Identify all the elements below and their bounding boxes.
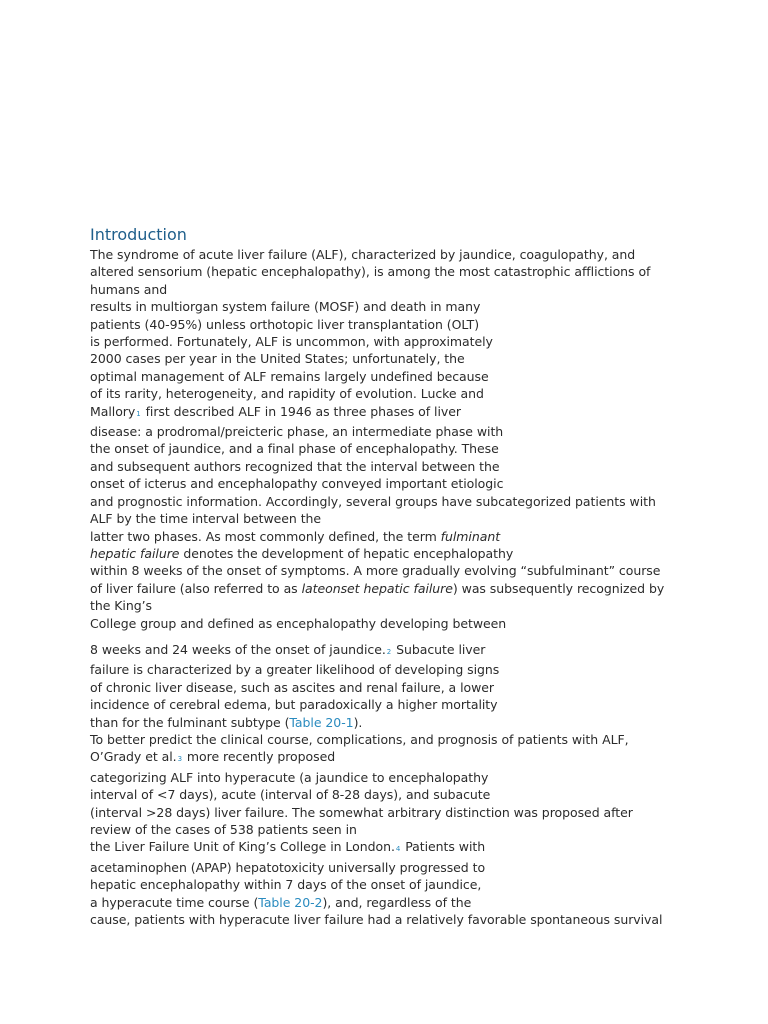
text-line: and prognostic information. Accordingly, several groups have subcategorized patients with bbox=[90, 493, 656, 509]
italic-term: lateonset hepatic failure bbox=[301, 580, 453, 596]
text-fragment: denotes the development of hepatic encephalopathy bbox=[179, 545, 514, 561]
text-line: (interval >28 days) liver failure. The somewhat arbitrary distinction was proposed after bbox=[90, 804, 633, 820]
text-line: incidence of cerebral edema, but paradoxically a higher mortality bbox=[90, 697, 498, 713]
text-line: humans and bbox=[90, 281, 168, 297]
text-line: onset of icterus and encephalopathy conveyed important etiologic bbox=[90, 476, 504, 492]
text-fragment: O’Grady et al. bbox=[90, 749, 177, 765]
text-line: patients (40-95%) unless orthotopic liver transplantation (OLT) bbox=[90, 316, 480, 332]
reference-link-1[interactable]: 1 bbox=[136, 409, 141, 418]
text-fragment: 8 weeks and 24 weeks of the onset of jaundice. bbox=[90, 641, 386, 657]
paragraph bbox=[90, 246, 690, 632]
text-line: failure is characterized by a greater likelihood of developing signs bbox=[90, 662, 500, 678]
text-line: To better predict the clinical course, complications, and prognosis of patients with ALF, bbox=[90, 731, 629, 747]
text-line: 2000 cases per year in the United States; unfortunately, the bbox=[90, 351, 465, 367]
text-fragment: ), and, regardless of the bbox=[322, 894, 472, 910]
table-20-2-link[interactable]: Table 20-2 bbox=[258, 894, 323, 910]
paragraph bbox=[90, 641, 690, 929]
text-line bbox=[90, 894, 690, 911]
text-fragment: a hyperacute time course ( bbox=[90, 894, 259, 910]
text-line: and subsequent authors recognized that the interval between the bbox=[90, 458, 500, 474]
text-line: altered sensorium (hepatic encephalopathy), is among the most catastrophic afflictions of bbox=[90, 264, 651, 280]
text-line: results in multiorgan system failure (MOSF) and death in many bbox=[90, 299, 481, 315]
text-line: of chronic liver disease, such as ascites and renal failure, a lower bbox=[90, 679, 494, 695]
table-20-1-link[interactable]: Table 20-1 bbox=[289, 714, 354, 730]
text-fragment: more recently proposed bbox=[182, 749, 336, 765]
text-fragment: ). bbox=[353, 714, 363, 730]
reference-link-3[interactable]: 3 bbox=[177, 755, 182, 764]
text-line bbox=[90, 403, 690, 423]
text-fragment: latter two phases. As most commonly defined, the term bbox=[90, 528, 441, 544]
reference-link-2[interactable]: 2 bbox=[386, 647, 392, 656]
text-line: interval of <7 days), acute (interval of 8-28 days), and subacute bbox=[90, 787, 491, 803]
text-fragment: first described ALF in 1946 as three phases of liver bbox=[141, 403, 461, 419]
text-fragment: than for the fulminant subtype ( bbox=[90, 714, 290, 730]
text-line: the King’s bbox=[90, 598, 153, 614]
text-line bbox=[90, 838, 690, 858]
text-line: disease: a prodromal/preicteric phase, an intermediate phase with bbox=[90, 424, 504, 440]
italic-term: fulminant bbox=[440, 528, 501, 544]
text-line bbox=[90, 545, 690, 562]
text-fragment: Mallory bbox=[90, 403, 136, 419]
text-line bbox=[90, 528, 690, 545]
text-line: is performed. Fortunately, ALF is uncommon, with approximately bbox=[90, 334, 493, 350]
text-line: categorizing ALF into hyperacute (a jaundice to encephalopathy bbox=[90, 769, 489, 785]
text-line: the onset of jaundice, and a final phase of encephalopathy. These bbox=[90, 441, 499, 457]
text-line bbox=[90, 748, 690, 768]
text-fragment: ) was subsequently recognized by bbox=[452, 580, 665, 596]
text-line: acetaminophen (APAP) hepatotoxicity universally progressed to bbox=[90, 859, 486, 875]
text-line: cause, patients with hyperacute liver failure had a relatively favorable spontaneous survival bbox=[90, 912, 663, 928]
text-line: hepatic encephalopathy within 7 days of the onset of jaundice, bbox=[90, 877, 482, 893]
article-body bbox=[90, 224, 690, 928]
text-fragment: Patients with bbox=[401, 839, 486, 855]
text-line: ALF by the time interval between the bbox=[90, 511, 322, 527]
paragraph-gap bbox=[90, 632, 690, 641]
text-fragment: of liver failure (also referred to as bbox=[90, 580, 302, 596]
text-line: The syndrome of acute liver failure (ALF), characterized by jaundice, coagulopathy, and bbox=[90, 247, 636, 262]
text-fragment: the Liver Failure Unit of King’s College in London. bbox=[90, 839, 395, 855]
text-line: review of the cases of 538 patients seen in bbox=[90, 822, 357, 837]
italic-term: hepatic failure bbox=[90, 545, 180, 561]
text-line bbox=[90, 580, 690, 597]
section-heading: Introduction bbox=[90, 225, 187, 244]
reference-link-4[interactable]: 4 bbox=[395, 845, 401, 854]
text-line: optimal management of ALF remains largely undefined because bbox=[90, 368, 489, 384]
text-line: College group and defined as encephalopathy developing between bbox=[90, 615, 507, 631]
text-line bbox=[90, 714, 690, 731]
text-line: within 8 weeks of the onset of symptoms. A more gradually evolving “subfulminant” course bbox=[90, 563, 661, 579]
text-line bbox=[90, 641, 690, 661]
text-line: of its rarity, heterogeneity, and rapidity of evolution. Lucke and bbox=[90, 386, 484, 402]
text-fragment: Subacute liver bbox=[392, 641, 486, 657]
